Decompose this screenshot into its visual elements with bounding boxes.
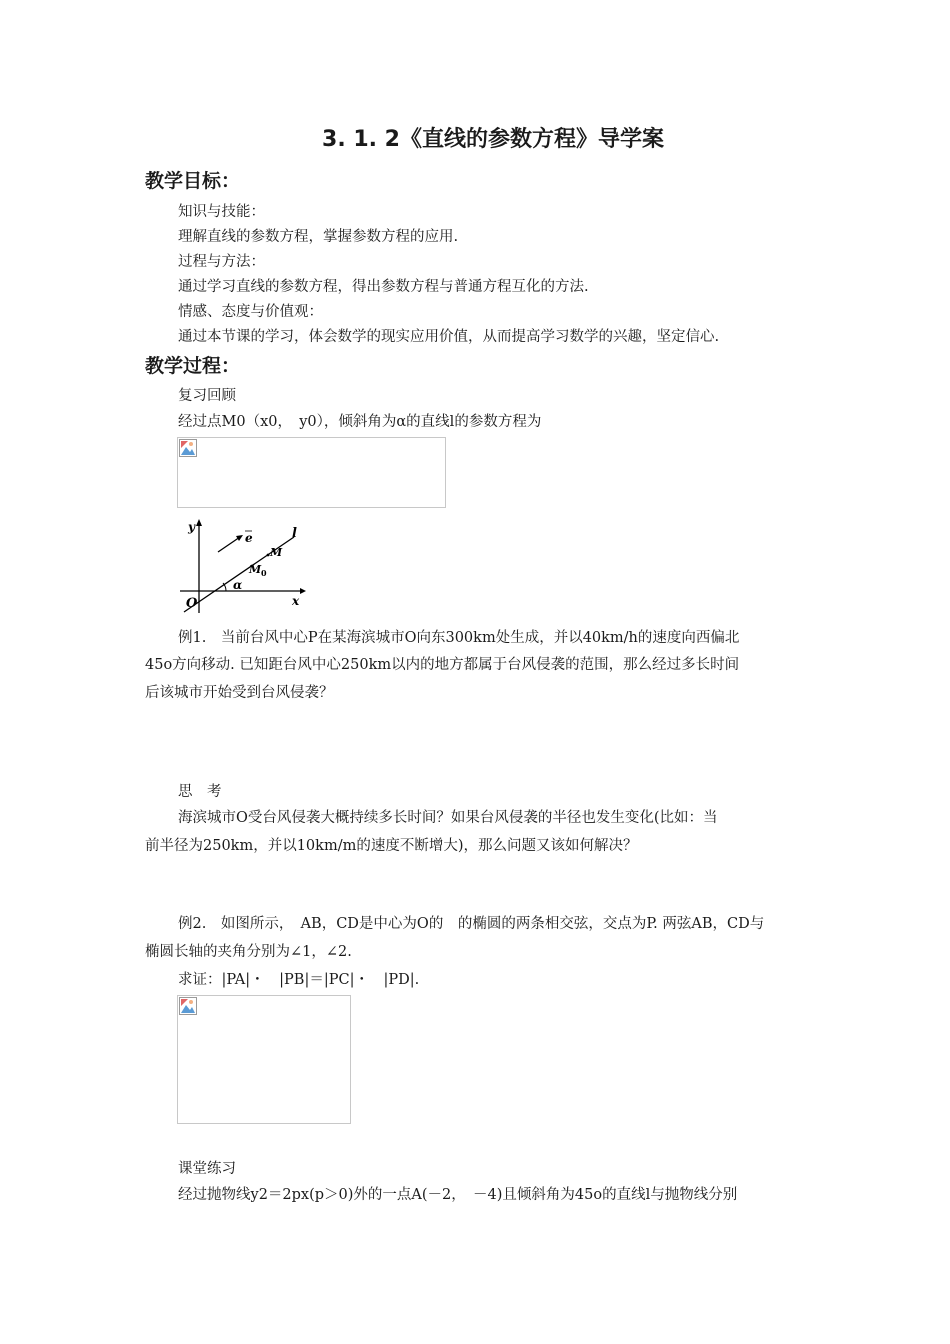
- objective-line: 通过学习直线的参数方程，得出参数方程与普通方程互化的方法.: [178, 279, 589, 295]
- section-heading-process: 教学过程：: [145, 355, 241, 377]
- example2-line: 例2. 如图所示， AB，CD是中心为O的 的椭圆的两条相交弦，交点为P. 两弦AB，CD与: [178, 916, 765, 932]
- think-line: 海滨城市O受台风侵袭大概持续多长时间？如果台风侵袭的半径也发生变化(比如：当: [178, 810, 718, 826]
- objective-line: 情感、态度与价值观：: [178, 304, 323, 320]
- page-title: 3. 1. 2《直线的参数方程》导学案: [322, 127, 664, 152]
- example1-line: 例1. 当前台风中心P在某海滨城市O向东300km处生成，并以40km/h的速度向西偏北: [178, 630, 740, 646]
- x-axis-arrow: [300, 588, 306, 594]
- practice-title: 课堂练习: [178, 1161, 236, 1177]
- think-line: 前半径为250km，并以10km/m的速度不断增大)，那么问题又该如何解决？: [145, 838, 638, 854]
- broken-image-icon: [179, 439, 197, 457]
- example2-proof: 求证：|PA|・ |PB|＝|PC|・ |PD|.: [178, 972, 420, 988]
- objective-line: 知识与技能：: [178, 204, 265, 220]
- y-axis-arrow: [196, 519, 202, 526]
- objective-line: 理解直线的参数方程，掌握参数方程的应用.: [178, 229, 459, 245]
- alpha-label: α: [233, 578, 243, 592]
- objective-line: 通过本节课的学习，体会数学的现实应用价值，从而提高学习数学的兴趣，坚定信心.: [178, 329, 720, 345]
- vector-e-label: e: [245, 531, 253, 545]
- example1-line: 45o方向移动. 已知距台风中心250km以内的地方都属于台风侵袭的范围，那么经过多长时间: [145, 657, 740, 673]
- review-text: 经过点M0（x0， y0），倾斜角为α的直线l的参数方程为: [178, 414, 542, 430]
- m0-label: M: [249, 563, 262, 576]
- direction-vector: [218, 537, 240, 552]
- direction-vector-arrow: [236, 535, 243, 541]
- review-title: 复习回顾: [178, 388, 236, 404]
- y-label: y: [188, 520, 195, 534]
- think-title: 思 考: [178, 784, 222, 800]
- x-label: x: [292, 594, 300, 608]
- line-parameter-diagram: [170, 515, 310, 615]
- point-m: [267, 554, 270, 557]
- m-label: M: [270, 546, 283, 559]
- formula-image-placeholder: [177, 437, 446, 508]
- ellipse-image-placeholder: [177, 995, 351, 1124]
- section-heading-objectives: 教学目标：: [145, 170, 241, 192]
- broken-image-icon: [179, 997, 197, 1015]
- origin-label: O: [186, 596, 198, 611]
- practice-line: 经过抛物线y2＝2px(p＞0)外的一点A(－2， －4)且倾斜角为45o的直线l与抛物线分别: [178, 1187, 738, 1203]
- example2-line: 椭圆长轴的夹角分别为∠1，∠2.: [145, 944, 352, 960]
- m0-subscript: 0: [261, 568, 267, 578]
- line-l-label: l: [292, 526, 297, 541]
- objective-line: 过程与方法：: [178, 254, 265, 270]
- example1-line: 后该城市开始受到台风侵袭？: [145, 685, 334, 701]
